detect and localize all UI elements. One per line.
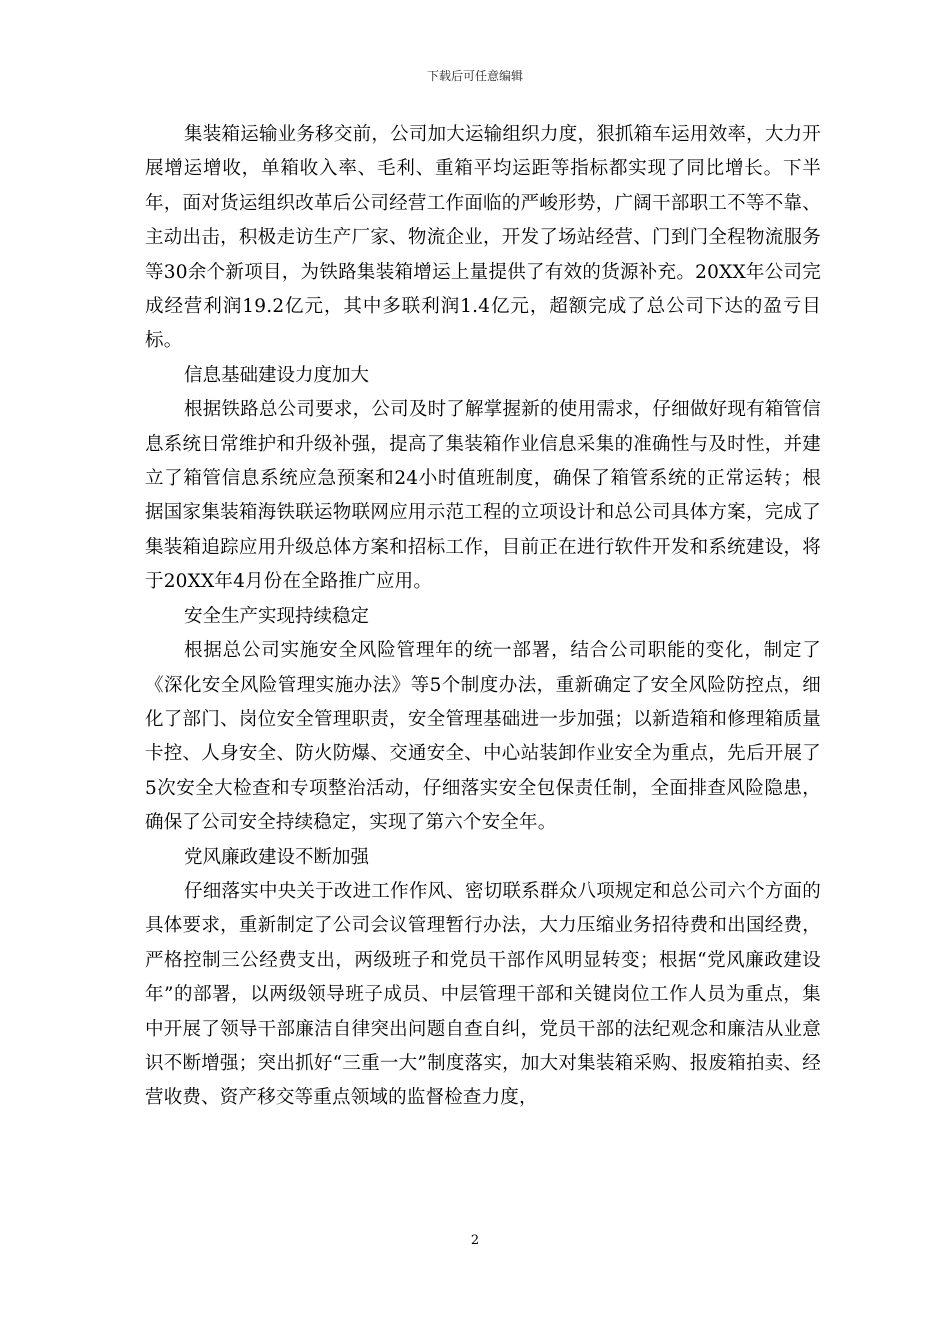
body-paragraph: 仔细落实中央关于改进工作作风、密切联系群众八项规定和总公司六个方面的具体要求，重新制定了公司会议管理暂行办法，大力压缩业务招待费和出国经费，严格控制三公经费支出，两级班子和党员干部作风明显转变；根据“党风廉政建设年”的部署，以两级领导班子成员、中层管理干部和关键岗位工作人员为重点，集中开展了领导干部廉洁自律突出问题自查自纠，党员干部的法纪观念和廉洁从业意识不断增强；突出抓好“三重一大”制度落实，加大对集装箱采购、报废箱拍卖、经营收费、资产移交等重点领域的监督检查力度， — [145, 880, 821, 1109]
body-paragraph: 根据铁路总公司要求，公司及时了解掌握新的使用需求，仔细做好现有箱管信息系统日常维护和升级补强，提高了集装箱作业信息采集的准确性与及时性，并建立了箱管信息系统应急预案和24小时值班制度，确保了箱管系统的正常运转；根据国家集装箱海铁联运物联网应用示范工程的立项设计和总公司具体方案，完成了集装箱追踪应用升级总体方案和招标工作，目前正在进行软件开发和系统建设，将于20XX年4月份在全路推广应用。 — [145, 399, 821, 593]
section-heading: 安全生产实现持续稳定 — [184, 605, 370, 627]
page-number: 2 — [470, 1233, 480, 1248]
document-body — [145, 118, 821, 1116]
page-header-note: 下载后可任意编辑 — [426, 69, 523, 83]
body-paragraph: 集装箱运输业务移交前，公司加大运输组织力度，狠抓箱车运用效率，大力开展增运增收，单箱收入率、毛利、重箱平均运距等指标都实现了同比增长。下半年，面对货运组织改革后公司经营工作面临的严峻形势，广阔干部职工不等不靠、主动出击，积极走访生产厂家、物流企业，开发了场站经营、门到门全程物流服务等30余个新项目，为铁路集装箱增运上量提供了有效的货源补充。20XX年公司完成经营利润19.2亿元，其中多联利润1.4亿元，超额完成了总公司下达的盈亏目标。 — [145, 124, 821, 352]
body-paragraph: 根据总公司实施安全风险管理年的统一部署，结合公司职能的变化，制定了《深化安全风险管理实施办法》等5个制度办法，重新确定了安全风险防控点，细化了部门、岗位安全管理职责，安全管理基础进一步加强；以新造箱和修理箱质量卡控、人身安全、防火防爆、交通安全、中心站装卸作业安全为重点，先后开展了5次安全大检查和专项整治活动，仔细落实安全包保责任制，全面排查风险隐患，确保了公司安全持续稳定，实现了第六个安全年。 — [145, 640, 821, 834]
section-heading: 党风廉政建设不断加强 — [184, 846, 370, 868]
section-heading: 信息基础建设力度加大 — [184, 364, 370, 386]
